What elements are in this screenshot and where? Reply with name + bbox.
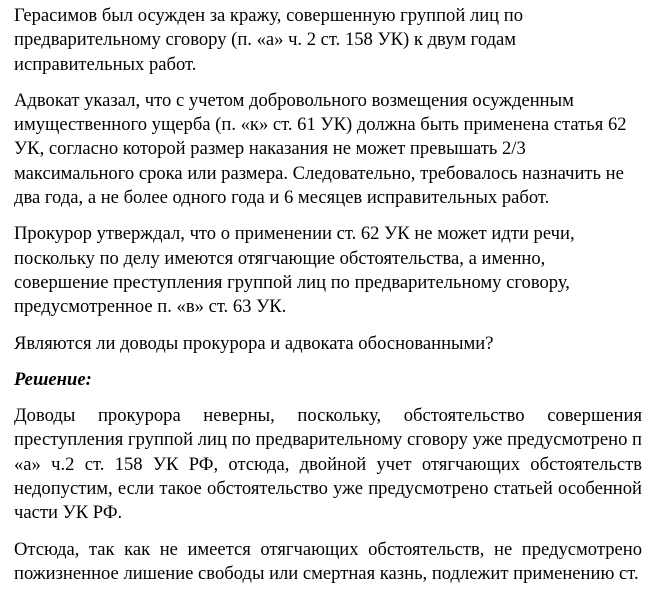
case-facts-paragraph: Герасимов был осужден за кражу, совершенную группой лиц по предварительному сговору (п. «а» ч. 2 ст. 158 УК) к двум годам исправительных работ. — [14, 5, 524, 75]
solution-paragraph-1: Доводы прокурора неверны, поскольку, обстоятельство совершения преступления группой лиц по предварительному сговору уже предусмотрено п «а» ч.2 ст. 158 УК РФ, отсюда, двойной учет отягчающих обстоятельств недопустим, если такое обстоятельство уже предусмотрено статьей особенной части УК РФ. — [14, 405, 643, 524]
solution-heading: Решение: — [14, 368, 92, 390]
solution-paragraph-2: Отсюда, так как не имеется отягчающих обстоятельств, не предусмотрено пожизненное лишение свободы или смертная казнь, подлежит применению ст. — [14, 538, 642, 584]
question-paragraph: Являются ли доводы прокурора и адвоката обоснованными? — [14, 332, 494, 354]
document-body — [14, 4, 642, 598]
lawyer-argument-paragraph: Адвокат указал, что с учетом добровольного возмещения осужденным имущественного ущерба (п. «к» ст. 61 УК) должна быть применена статья 62 УК, согласно которой размер наказания не может превышать 2/3 максимального срока или размера. Следовательно, требовалось назначить не два года, а не более одного года и 6 месяцев исправительных работ. — [14, 89, 627, 209]
prosecutor-argument-paragraph: Прокурор утверждал, что о применении ст. 62 УК не может идти речи, поскольку по делу имеются отягчающие обстоятельства, а именно, совершение преступления группой лиц по предварительному сговору, предусмотренное п. «в» ст. 63 УК. — [14, 223, 575, 318]
